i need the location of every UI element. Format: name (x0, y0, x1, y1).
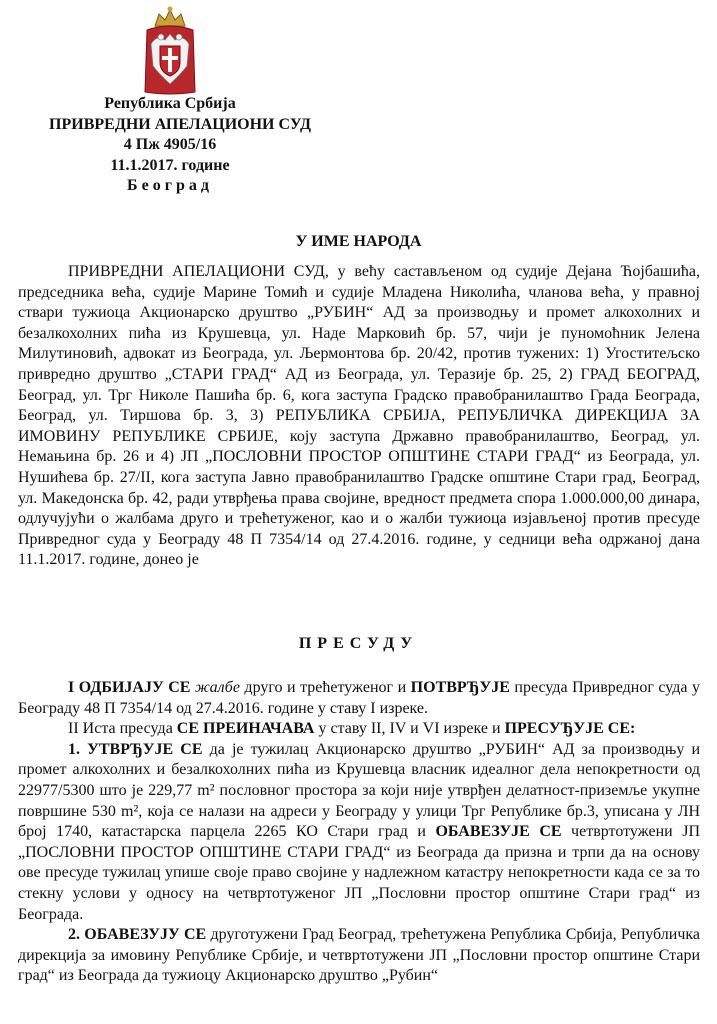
intro-paragraph (18, 262, 700, 571)
sub-1-text-a: да је тужилац Акционарско друштво „РУБИН“ АД за производњу и промет алкохолних и безалкохолних пића из Крушевца власник идеалног дела непокретности од 22977/5300 што је 229,77 m² пословног простора за који није утврђен делатност-приземље укупне површине 530 m², која се налази на адреси у Београду у улици Трг Републике бр.3, уписана у ЛН број 1740, катастарска парцела 2265 КО Стари град и (18, 740, 700, 841)
document-title: У ИМЕ НАРОДА (295, 233, 422, 250)
sub-1-bold-a: 1. УТВРЂУЈЕ СЕ (68, 740, 203, 758)
item-1-italic: жалбе (194, 679, 240, 696)
item-2-text-b: у ставу II, IV и VI изреке и (318, 720, 501, 738)
country-name: Република Србија (104, 95, 236, 112)
case-number: 4 Пж 4905/16 (123, 136, 217, 153)
coat-of-arms-icon (137, 4, 203, 96)
sub-item-1 (18, 740, 700, 925)
item-1 (18, 678, 700, 719)
court-header (49, 94, 311, 197)
sub-2-text-a: друготужени Град Београд, трећетужена Република Србија, Републичка дирекција за имовину Републике Србије, и четвртотужени ЈП „Пословни простор општине Стари град“ из Београда да тужиоцу Акционарско друштво „Рубин“ (18, 926, 701, 985)
sub-2-bold-a: 2. ОБАВЕЗУЈУ СЕ (68, 926, 207, 944)
verdict-heading: ПРЕСУДУ (298, 635, 419, 652)
item-1-text-a: друго и трећетуженог и (244, 679, 407, 696)
sub-1-bold-b: ОБАВЕЗУЈЕ СЕ (435, 823, 562, 841)
sub-item-2 (18, 925, 700, 987)
intro-text: ПРИВРЕДНИ АПЕЛАЦИОНИ СУД, у већу састављеном од судије Дејана Ћојбашића, председника већа, судије Марине Томић и судије Младена Николића, чланова већа, у правној ствари тужиоца Акционарско друштво „РУБИН“ АД за производњу и промет алкохолних и безалкохолних пића из Крушевца, ул. Наде Марковић бр. 57, чији је пуномоћник Јелена Милутиновић, адвокат из Београда, ул. Љермонтова бр. 20/42, против тужених: 1) Угоститељско привредно друштво „СТАРИ ГРАД“ АД из Београда, ул. Теразије бр. 25, 2) ГРАД БЕОГРАД, Београд, ул. Трг Николе Пашића бр. 6, кога заступа Градско правобранилаштво Града Београда, Београд, ул. Тиршова бр. 3, 3) РЕПУБЛИКА СРБИЈА, РЕПУБЛИЧКА ДИРЕКЦИЈА ЗА ИМОВИНУ РЕПУБЛИКЕ СРБИЈЕ, коју заступа Државно правобранилаштво, Београд, ул. Немањина бр. 26 и 4) ЈП „ПОСЛОВНИ ПРОСТОР ОПШТИНЕ СТАРИ ГРАД“ из Београда, ул. Нушићева бр. 27/II, кога заступа Јавно правобранилаштво Градске општине Стари град, Београд, ул. Македонска бр. 42, ради утврђења права својине, вредност предмета спора 1.000.000,00 динара, одлучујући о жалбама друго и трећетуженог, као и о жалби тужиоца изјављеној против пресуде Привредног суда у Београду 48 П 7354/14 од 27.4.2016. године, у седници већа одржаној дана 11.1.2017. године, донео је (18, 263, 700, 569)
sub-1-text-b: четвртотужени ЈП „ПОСЛОВНИ ПРОСТОР ОПШТИНЕ СТАРИ ГРАД“ из Београда да призна и трпи да на основу ове пресуде тужилац упише своје право својине у надлежном катастру непокретности када се за то стекну услови у односу на четвртотуженог ЈП „Пословни простор општине Стари град“ из Београда. (18, 823, 701, 923)
item-2-bold-a: СЕ ПРЕИНАЧАВА (176, 720, 315, 738)
item-2-bold-b: ПРЕСУЂУЈЕ СЕ: (504, 720, 636, 738)
item-2-text-a: II Иста пресуда (68, 720, 173, 738)
decision-date: 11.1.2017. године (110, 156, 230, 174)
verdict-items (18, 678, 700, 987)
item-1-bold-b: ПОТВРЂУЈЕ (410, 679, 510, 696)
item-1-bold-a: I ОДБИЈАЈУ СЕ (68, 679, 191, 696)
court-name: ПРИВРЕДНИ АПЕЛАЦИОНИ СУД (49, 115, 311, 133)
item-1-text-b: пресуда Привредног суда у Београду 48 П 7354/14 од 27.4.2016. године у ставу I изреке. (18, 679, 701, 717)
city-name: Београд (127, 177, 213, 194)
item-2 (18, 719, 700, 740)
